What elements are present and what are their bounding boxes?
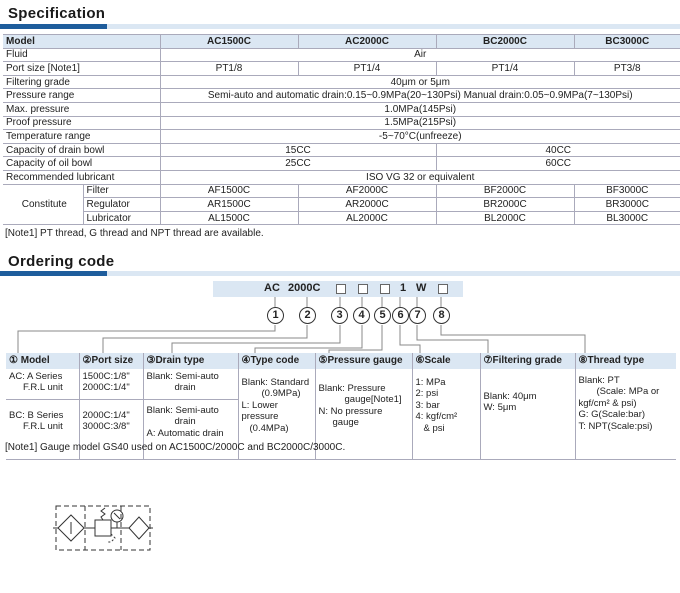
row-label: Port size [Note1] <box>3 62 160 76</box>
cell-line: 4: kgf/cm² <box>415 411 458 422</box>
cell-line: N: No pressure <box>318 405 383 417</box>
ordering-note: [Note1] Gauge model GS40 used on AC1500C/2000C and BC2000C/3000C. <box>5 442 346 453</box>
marker-8: 8 <box>433 307 450 324</box>
cell-line: F.R.L unit <box>23 382 63 393</box>
row-value: ISO VG 32 or equivalent <box>160 170 680 184</box>
col-scale-header: ⑥Scale <box>412 353 480 369</box>
row-label: Fluid <box>3 48 160 62</box>
scale-cell <box>412 369 480 460</box>
col-thread-header: ⑧Thread type <box>575 353 676 369</box>
row-value: PT1/4 <box>298 62 436 76</box>
marker-6: 6 <box>392 307 409 324</box>
row-value: PT3/8 <box>574 62 680 76</box>
model-ac2000c: AC2000C <box>298 35 436 49</box>
row-label: Filtering grade <box>3 75 160 89</box>
row-value: 40CC <box>436 143 680 157</box>
cell-line: 1500C:1/8" <box>82 370 130 382</box>
col-port-size-header: ②Port size <box>79 353 143 369</box>
model-ac1500c: AC1500C <box>160 35 298 49</box>
cell-line: G: G(Scale:bar) <box>578 409 646 420</box>
cell-line: 1: MPa <box>415 376 446 388</box>
row-label: Recommended lubricant <box>3 170 160 184</box>
row-value: 25CC <box>160 157 436 171</box>
cell-line: Blank: Pressure <box>318 382 386 394</box>
row-value: AR1500C <box>160 198 298 212</box>
row-label: Proof pressure <box>3 116 160 130</box>
cell-line: & psi <box>423 422 445 434</box>
cell-line: A: Automatic drain <box>146 427 224 439</box>
marker-7: 7 <box>409 307 426 324</box>
row-value: AF2000C <box>298 184 436 198</box>
cell-line: 3000C:3/8" <box>82 421 130 432</box>
col-model-header: ① Model <box>6 353 79 369</box>
code-size: 2000C <box>288 282 321 294</box>
cell-line: AC: A Series <box>9 370 63 382</box>
cell-line: kgf/cm² & psi) <box>578 397 637 409</box>
row-value: AR2000C <box>298 198 436 212</box>
cell-line: Blank: Semi-auto <box>146 370 219 382</box>
port-a-cell <box>79 369 143 400</box>
code-filter: W <box>416 282 427 294</box>
row-value: PT1/8 <box>160 62 298 76</box>
ordering-row-a-series <box>6 369 676 400</box>
cell-line: (0.9MPa) <box>261 388 301 399</box>
marker-2: 2 <box>299 307 316 324</box>
row-value: BR2000C <box>436 198 574 212</box>
cell-line: (Scale: MPa or <box>596 386 660 397</box>
marker-4: 4 <box>353 307 370 324</box>
row-value: AF1500C <box>160 184 298 198</box>
drain-a-cell <box>143 369 238 400</box>
row-value: PT1/4 <box>436 62 574 76</box>
col-filtering-header: ⑦Filtering grade <box>480 353 575 369</box>
spec-model-label: Model <box>3 35 160 49</box>
cell-line: L: Lower <box>241 399 278 411</box>
cell-line: Blank: Semi-auto <box>146 404 219 416</box>
cell-line: T: NPT(Scale:psi) <box>578 420 653 432</box>
col-drain-type-header: ③Drain type <box>143 353 238 369</box>
code-prefix: AC <box>264 282 280 294</box>
row-value: 1.5MPa(215Psi) <box>160 116 680 130</box>
cell-line: BC: B Series <box>9 409 64 421</box>
code-scale: 1 <box>400 282 407 294</box>
row-value: Air <box>160 48 680 62</box>
cell-line: (0.4MPa) <box>249 422 289 434</box>
thread-type-cell <box>575 369 676 460</box>
col-pressure-gauge-header: ⑤Pressure gauge <box>315 353 412 369</box>
cell-line: 2000C:1/4" <box>82 409 130 421</box>
model-bc3000c: BC3000C <box>574 35 680 49</box>
row-label: Regulator <box>83 198 160 212</box>
col-type-code-header: ④Type code <box>238 353 315 369</box>
row-value: Semi-auto and automatic drain:0.15~0.9MPa(20~130Psi) Manual drain:0.05~0.9MPa(7~130Psi) <box>160 89 680 103</box>
ordering-section-title: Ordering code <box>8 253 115 270</box>
row-value: 15CC <box>160 143 436 157</box>
cell-line: Blank: 40μm <box>483 390 537 402</box>
cell-line: W: 5μm <box>483 402 517 413</box>
cell-line: gauge <box>332 417 359 428</box>
row-label: Lubricator <box>83 211 160 225</box>
cell-line: gauge[Note1] <box>344 394 402 405</box>
cell-line: 3: bar <box>415 399 440 411</box>
row-value: BR3000C <box>574 198 680 212</box>
marker-5: 5 <box>374 307 391 324</box>
constitute-label: Constitute <box>3 184 83 225</box>
row-label: Temperature range <box>3 130 160 144</box>
spec-note: [Note1] PT thread, G thread and NPT thread are available. <box>5 228 264 239</box>
row-label: Pressure range <box>3 89 160 103</box>
cell-line: drain <box>174 382 196 393</box>
cell-line: 2000C:1/4" <box>82 382 130 393</box>
row-value: 1.0MPa(145Psi) <box>160 102 680 116</box>
filtering-grade-cell <box>480 369 575 460</box>
model-a-cell <box>6 369 79 400</box>
cell-line: pressure <box>241 411 279 422</box>
row-value: AL2000C <box>298 211 436 225</box>
row-label: Capacity of drain bowl <box>3 143 160 157</box>
spec-section-title: Specification <box>8 5 106 22</box>
row-value: BF3000C <box>574 184 680 198</box>
cell-line: 2: psi <box>415 388 439 399</box>
row-value: AL1500C <box>160 211 298 225</box>
row-value: 60CC <box>436 157 680 171</box>
row-value: BL2000C <box>436 211 574 225</box>
cell-line: Blank: Standard <box>241 376 310 388</box>
row-label: Filter <box>83 184 160 198</box>
cell-line: Blank: PT <box>578 374 620 386</box>
frl-unit-symbol-icon <box>53 504 153 552</box>
marker-1: 1 <box>267 307 284 324</box>
row-value: -5~70°C(unfreeze) <box>160 130 680 144</box>
cell-line: F.R.L unit <box>23 421 63 432</box>
row-label: Max. pressure <box>3 102 160 116</box>
row-label: Capacity of oil bowl <box>3 157 160 171</box>
row-value: 40μm or 5μm <box>160 75 680 89</box>
model-bc2000c: BC2000C <box>436 35 574 49</box>
ordering-header-row <box>6 353 676 369</box>
marker-3: 3 <box>331 307 348 324</box>
cell-line: drain <box>174 416 196 427</box>
row-value: BL3000C <box>574 211 680 225</box>
row-value: BF2000C <box>436 184 574 198</box>
